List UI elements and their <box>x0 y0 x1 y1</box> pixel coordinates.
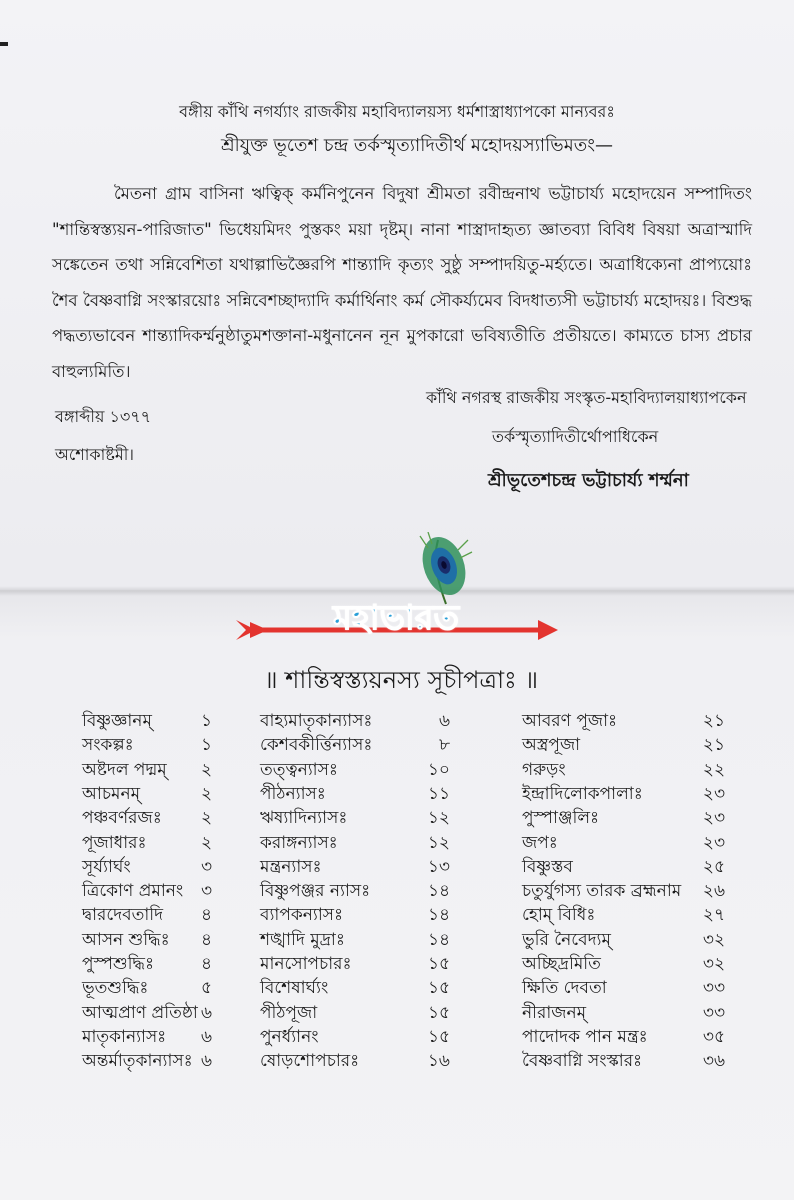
toc-entry-page: ১৪ <box>427 929 450 950</box>
letter-body-text: মৈতনা গ্রাম বাসিনা ঋত্বিক্‌ কর্মনিপুনেন বিদুষা শ্রীমতা রবীন্দ্রনাথ ভট্টাচার্য্য মহোদয়েন সম্পাদিতং "শান্তিস্বস্ত্যয়ন-পারিজাত" ভিধেয়মিদং পুস্তকং ময়া দৃষ্টম্‌। নানা শাস্ত্রাদাহৃত্য জ্ঞাতব্যা বিবিধ বিষয়া অত্রাস্মাদি সঙ্কেতেন তথা সন্নিবেশিতা যথাল্পাভিজ্ঞৈরপি শান্ত্যাদি কৃত্যং সুষ্ঠু সম্পাদয়িতু-মর্হ্যতে। অত্রাধিক্যেনা প্রাপ্যয়োঃ শৈব বৈষ্ণবাগ্নি সংস্কারয়োঃ সন্নিবেশচ্ছাদ্যাদি কর্মার্থিনাং কর্ম সৌকর্য্যমেব বিদধাত্যসী ভট্টাচার্য্য মহোদয়ঃ। বিশুদ্ধ পদ্ধত্যভাবেন শান্ত্যাদিকর্ম্মনুষ্ঠাতুমশক্তানা-মধুনানেন নূন মুপকারো ভবিষ্যতীতি প্রতীয়তে। কাম্যতে চাস্য প্রচার বাহুল্যমিতি। <box>52 184 752 381</box>
toc-entry-name: বিষ্ণুজ্ঞানম্‌ <box>82 711 152 731</box>
letter-subheading: শ্রীযুক্ত ভূতেশ চন্দ্র তর্কস্মৃত্যাদিতীর্থ মহোদয়স্যাভিমতং— <box>221 135 613 156</box>
mahabharat-logo <box>232 532 562 662</box>
toc-entry-page: ১৫ <box>427 978 450 999</box>
toc-entry-name: চতুর্যুগস্য তারক ব্রহ্মনাম <box>522 881 682 902</box>
toc-entry-name: পীঠন্যাসঃ <box>260 783 326 804</box>
toc-entry-name: সূর্য্যার্ঘং <box>82 856 131 877</box>
peacock-feather-icon <box>415 532 473 604</box>
toc-entry-name: জপঃ <box>522 832 558 853</box>
toc-entry-page: ৮ <box>438 735 450 756</box>
toc-entry-name: মন্ত্রন্যাসঃ <box>260 856 322 877</box>
toc-entry-page: ২ <box>200 832 212 853</box>
toc-entry-name: অস্ত্রপূজা <box>522 735 581 756</box>
toc-entry-page: ১ <box>200 735 212 756</box>
toc-entry-page: ১২ <box>427 808 450 829</box>
toc-entry-name: পুস্পাঞ্জলিঃ <box>522 808 600 829</box>
logo-text: মহাভারত <box>332 598 459 638</box>
toc-entry-page: ১৪ <box>427 905 450 926</box>
toc-entry-name: ঋষ্যাদিন্যাসঃ <box>260 808 348 829</box>
toc-entry-page: ২৩ <box>702 808 725 829</box>
toc-entry-name: ইন্দ্রাদিলোকপালাঃ <box>522 783 643 804</box>
toc-entry-name: পাদোদক পান মন্ত্রঃ <box>522 1026 648 1047</box>
letter-body <box>52 176 752 389</box>
signature-line-2: তর্কস্মৃত্যাদিতীর্থোপাধিকেন <box>492 427 659 446</box>
toc-entry-name: মাতৃকান্যাসঃ <box>82 1026 167 1047</box>
toc-entry-page: ৬ <box>200 1051 212 1072</box>
toc-entry-page: ১১ <box>427 783 450 804</box>
toc-entry-name: ভূতশুদ্ধিঃ <box>82 978 149 999</box>
toc-entry-page: ১ <box>200 711 212 731</box>
toc-entry-name: করাঙ্গন্যাসঃ <box>260 832 338 853</box>
toc-entry-page: ১৫ <box>427 1002 450 1023</box>
toc-entry-page: ৩ <box>200 856 212 877</box>
toc-entry-name: আচমনম্‌ <box>82 783 141 804</box>
signature-name: শ্রীভূতেশচন্দ্র ভট্টাচার্য্য শর্ম্মনা <box>488 470 689 491</box>
corner-mark <box>0 42 8 46</box>
date-day: অশোকাষ্টমী। <box>55 445 135 464</box>
toc-entry-page: ২৩ <box>702 832 725 853</box>
toc-entry-name: পীঠপূজা <box>260 1002 318 1023</box>
toc-title: ॥ শান্তিস্বস্ত্যয়নস্য সূচীপত্রাঃ ॥ <box>263 666 539 694</box>
toc-entry-page: ৩৫ <box>702 1026 725 1047</box>
toc-entry-page: ২১ <box>702 735 725 756</box>
toc-entry-page: ৪ <box>200 954 212 974</box>
toc-entry-page: ৬ <box>200 1026 212 1047</box>
toc-entry-name: পুস্পশুদ্ধিঃ <box>82 954 155 974</box>
toc-entry-name: ষোড়শোপচারঃ <box>260 1051 360 1072</box>
toc-entry-page: ৩২ <box>702 954 725 974</box>
toc-entry-name: অন্তর্মাতৃকান্যাসঃ <box>82 1051 193 1072</box>
toc-entry-name: পূজাধারঃ <box>82 832 147 853</box>
toc-entry-name: শঙ্খাদি মুদ্রাঃ <box>260 929 345 950</box>
toc-entry-name: বিষ্ণুপঞ্জর ন্যাসঃ <box>260 881 371 902</box>
toc-entry-name: ত্রিকোণ প্রমানং <box>82 881 184 902</box>
toc-entry-page: ৩৬ <box>702 1051 725 1072</box>
toc-entry-name: পঞ্চবর্ণরজঃ <box>82 808 162 829</box>
letter-heading: বঙ্গীয় কাঁথি নগর্য্যাং রাজকীয় মহাবিদ্যালয়স্য ধর্মশাস্ত্রাধ্যাপকো মান্যবরঃ <box>179 102 615 121</box>
signature-line-1: কাঁথি নগরস্থ রাজকীয় সংস্কৃত-মহাবিদ্যালয়াধ্যাপকেন <box>426 388 747 407</box>
toc-entry-page: ২ <box>200 783 212 804</box>
toc-entry-name: নীরাজনম্‌ <box>522 1002 587 1023</box>
toc-entry-page: ২৫ <box>702 856 725 877</box>
toc-entry-page: ২৭ <box>702 905 725 926</box>
toc-entry-name: ক্ষিতি দেবতা <box>522 978 607 999</box>
toc-entry-page: ৫ <box>200 978 212 999</box>
toc-entry-name: আত্মপ্রাণ প্রতিষ্ঠা <box>82 1002 198 1023</box>
toc-entry-name: দ্বারদেবতাদি <box>82 905 164 926</box>
toc-entry-page: ৪ <box>200 905 212 926</box>
toc-entry-page: ৪ <box>200 929 212 950</box>
toc-entry-page: ২ <box>200 808 212 829</box>
toc-entry-name: অচ্ছিদ্রমিতি <box>522 954 601 974</box>
toc-entry-name: ব্যাপকন্যাসঃ <box>260 905 344 926</box>
toc-entry-page: ১৬ <box>427 1051 450 1072</box>
toc-entry-page: ১৪ <box>427 881 450 902</box>
toc-entry-page: ২৬ <box>702 881 725 902</box>
toc-entry-name: বাহ্যমাতৃকান্যাসঃ <box>260 711 373 731</box>
toc-entry-name: পুনর্ধ্যানং <box>260 1026 319 1047</box>
toc-entry-name: বিশেষার্ঘ্যং <box>260 978 329 999</box>
toc-entry-name: মানসোপচারঃ <box>260 954 352 974</box>
toc-entry-name: গরুড়ং <box>522 759 566 780</box>
toc-entry-page: ৩৩ <box>702 1002 725 1023</box>
toc-entry-name: অষ্টদল পদ্মম্‌ <box>82 759 167 780</box>
toc-entry-page: ২১ <box>702 711 725 731</box>
date-year: বঙ্গাব্দীয় ১৩৭৭ <box>55 407 152 426</box>
toc-entry-page: ২৩ <box>702 783 725 804</box>
toc-entry-name: হোম্‌ বিধিঃ <box>522 905 596 926</box>
toc-entry-name: তত্ত্বন্যাসঃ <box>260 759 338 780</box>
toc-entry-name: সংকল্পঃ <box>82 735 134 756</box>
toc-entry-name: কেশবকীর্ত্তিন্যাসঃ <box>260 735 373 756</box>
toc-entry-page: ২ <box>200 759 212 780</box>
logo-graphic <box>232 532 562 662</box>
toc-entry-name: ভুরি নৈবেদ্যম্‌ <box>522 929 611 950</box>
toc-entry-name: বৈষ্ণবাগ্নি সংস্কারঃ <box>522 1051 643 1072</box>
toc-entry-page: ৬ <box>200 1002 212 1023</box>
toc-entry-page: ২২ <box>702 759 725 780</box>
toc-entry-page: ৩ <box>200 881 212 902</box>
toc-entry-page: ১০ <box>427 759 450 780</box>
toc-entry-page: ৬ <box>438 711 450 731</box>
toc-entry-page: ১৫ <box>427 1026 450 1047</box>
toc-entry-name: আসন শুদ্ধিঃ <box>82 929 170 950</box>
toc-entry-page: ৩৩ <box>702 978 725 999</box>
toc-entry-name: বিষ্ণুস্তব <box>522 856 573 877</box>
toc-entry-page: ৩২ <box>702 929 725 950</box>
toc-entry-name: আবরণ পূজাঃ <box>522 711 618 731</box>
toc-entry-page: ১৩ <box>427 856 450 877</box>
toc-entry-page: ১৫ <box>427 954 450 974</box>
toc-entry-page: ১২ <box>427 832 450 853</box>
